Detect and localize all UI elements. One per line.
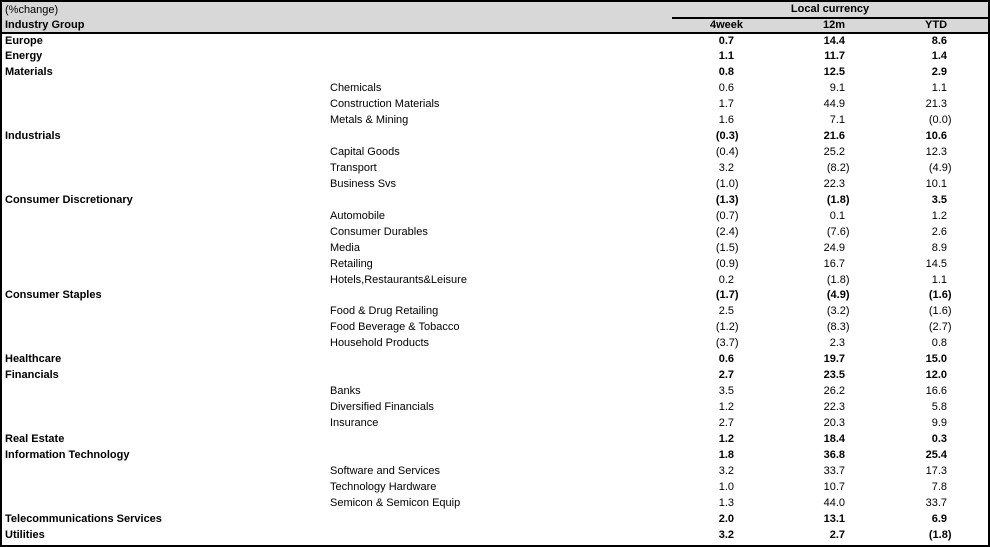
row-spacer [960,304,988,320]
row-spacer [960,320,988,336]
value-w4: 3.2 [718,161,735,174]
row-spacer [960,129,988,145]
header-spacer [960,18,988,33]
sub-industry-label: Media [330,241,360,254]
column-header-12m: 12m [747,18,857,33]
sub-industry-row [2,161,988,177]
value-ytd: (1.6) [928,305,952,318]
value-w4: (2.4) [715,225,739,238]
row-spacer [960,463,988,479]
sub-industry-label: Automobile [330,209,386,222]
sub-industry-row [2,224,988,240]
group-row [2,368,988,384]
indent-spacer [2,304,329,320]
value-m12: 19.7 [823,353,846,366]
sub-industry-row [2,272,988,288]
row-spacer [960,416,988,432]
row-spacer [960,288,988,304]
group-row [2,33,988,49]
row-spacer [960,97,988,113]
value-m12: 23.5 [823,369,846,382]
group-row [2,431,988,447]
industry-group-header: Industry Group [2,18,672,33]
row-spacer [960,145,988,161]
value-ytd: 21.3 [925,98,948,111]
sub-industry-row [2,416,988,432]
sub-industry-row [2,320,988,336]
value-ytd: 2.9 [931,66,948,79]
sub-industry-row [2,145,988,161]
value-m12: 24.9 [823,241,846,254]
indent-spacer [2,416,329,432]
value-w4: 2.7 [718,416,735,429]
value-ytd: 14.5 [925,257,948,270]
value-w4: (1.2) [715,321,739,334]
group-row [2,49,988,65]
value-ytd: 0.8 [931,337,948,350]
sub-industry-row [2,208,988,224]
value-ytd: 1.4 [931,50,948,63]
sub-industry-row [2,81,988,97]
value-m12: (7.6) [826,225,850,238]
sub-industry-label: Technology Hardware [330,480,437,493]
sub-industry-label: Banks [330,385,361,398]
value-w4: (0.3) [715,130,739,143]
sub-industry-label: Capital Goods [330,146,400,159]
row-spacer [960,447,988,463]
value-w4: (0.9) [715,257,739,270]
sub-industry-row [2,400,988,416]
indent-spacer [2,208,329,224]
indent-spacer [2,145,329,161]
value-m12: 36.8 [823,448,846,461]
group-row [2,447,988,463]
indent-spacer [2,336,329,352]
sub-industry-row [2,495,988,511]
value-w4: 0.7 [718,34,735,47]
value-w4: (0.7) [715,209,739,222]
indent-spacer [2,495,329,511]
value-ytd: (2.7) [928,321,952,334]
value-ytd: 3.5 [931,193,948,206]
industry-group-label: Europe [5,34,43,47]
value-ytd: 8.6 [931,34,948,47]
value-ytd: 1.1 [931,273,948,286]
industry-group-label: Information Technology [5,448,130,461]
value-w4: 2.0 [718,512,735,525]
row-spacer [960,431,988,447]
indent-spacer [2,97,329,113]
value-m12: (1.8) [826,273,850,286]
value-w4: (1.5) [715,241,739,254]
value-m12: 9.1 [829,82,846,95]
indent-spacer [2,479,329,495]
value-m12: 14.4 [823,34,846,47]
value-w4: 0.6 [718,82,735,95]
value-ytd: 15.0 [925,353,948,366]
value-w4: 1.0 [718,480,735,493]
row-spacer [960,256,988,272]
value-w4: (1.7) [715,289,739,302]
value-ytd: 2.6 [931,225,948,238]
value-w4: 1.2 [718,432,735,445]
row-spacer [960,352,988,368]
value-m12: 7.1 [829,114,846,127]
value-w4: 1.6 [718,114,735,127]
sub-industry-row [2,240,988,256]
sub-industry-label: Transport [330,161,377,174]
value-ytd: 25.4 [925,448,948,461]
value-w4: (1.3) [715,193,739,206]
value-w4: 2.7 [718,369,735,382]
value-w4: 3.2 [718,528,735,541]
value-ytd: 17.3 [925,464,948,477]
value-w4: (3.7) [715,337,739,350]
indent-spacer [2,81,329,97]
sub-industry-row [2,176,988,192]
value-m12: 44.0 [823,496,846,509]
row-spacer [960,113,988,129]
row-spacer [960,161,988,177]
industry-group-label: Industrials [5,130,61,143]
value-ytd: 10.1 [925,177,948,190]
value-m12: 10.7 [823,480,846,493]
value-ytd: 5.8 [931,401,948,414]
value-w4: 0.8 [718,66,735,79]
row-spacer [960,65,988,81]
sub-industry-label: Software and Services [330,464,441,477]
sub-industry-label: Food Beverage & Tobacco [330,321,460,334]
value-m12: (8.2) [826,161,850,174]
value-m12: 26.2 [823,385,846,398]
sub-industry-row [2,384,988,400]
value-m12: 20.3 [823,416,846,429]
group-row [2,288,988,304]
row-spacer [960,176,988,192]
sub-industry-label: Insurance [330,416,379,429]
value-m12: 22.3 [823,177,846,190]
indent-spacer [2,176,329,192]
value-ytd: 33.7 [925,496,948,509]
indent-spacer [2,272,329,288]
industry-group-label: Financials [5,369,59,382]
row-spacer [960,495,988,511]
industry-group-label: Consumer Staples [5,289,102,302]
value-m12: 11.7 [824,50,846,63]
industry-group-label: Consumer Discretionary [5,193,133,206]
value-m12: 25.2 [823,146,846,159]
value-m12: (3.2) [826,305,850,318]
row-spacer [960,384,988,400]
value-m12: 0.1 [829,209,846,222]
value-ytd: 0.3 [931,432,948,445]
indent-spacer [2,384,329,400]
industry-group-label: Telecommunications Services [5,512,162,525]
value-w4: 1.2 [718,401,735,414]
group-row [2,352,988,368]
sub-industry-row [2,463,988,479]
value-ytd: 8.9 [931,241,948,254]
value-ytd: 12.0 [925,369,948,382]
value-w4: 0.6 [718,353,735,366]
value-ytd: 7.8 [931,480,948,493]
value-ytd: 12.3 [925,146,948,159]
value-m12: 33.7 [823,464,846,477]
value-w4: 1.7 [718,98,735,111]
percent-change-label: (%change) [2,2,672,18]
sub-industry-label: Diversified Financials [330,401,434,414]
value-w4: 1.8 [718,448,735,461]
value-m12: 21.6 [823,130,846,143]
sub-industry-label: Household Products [330,337,430,350]
value-ytd: 9.9 [931,416,948,429]
value-m12: 13.1 [823,512,846,525]
indent-spacer [2,320,329,336]
header-row-currency [2,2,988,18]
row-spacer [960,49,988,65]
row-spacer [960,192,988,208]
table-body [2,33,988,543]
value-w4: 3.5 [718,385,735,398]
industry-performance-table [2,2,988,543]
row-spacer [960,336,988,352]
row-spacer [960,208,988,224]
value-w4: 2.5 [718,305,735,318]
value-ytd: 10.6 [925,130,948,143]
column-header-ytd: YTD [857,18,960,33]
value-w4: (1.0) [715,177,739,190]
indent-spacer [2,256,329,272]
industry-group-label: Utilities [5,528,45,541]
group-row [2,511,988,527]
sub-industry-label: Chemicals [330,82,382,95]
value-w4: (0.4) [715,146,739,159]
value-w4: 0.2 [718,273,735,286]
indent-spacer [2,463,329,479]
sub-industry-label: Consumer Durables [330,225,428,238]
sub-industry-row [2,97,988,113]
header-row-columns [2,18,988,33]
sub-industry-label: Retailing [330,257,373,270]
value-m12: 16.7 [823,257,846,270]
value-w4: 3.2 [718,464,735,477]
row-spacer [960,527,988,543]
indent-spacer [2,224,329,240]
row-spacer [960,511,988,527]
industry-group-label: Real Estate [5,432,65,445]
value-m12: 44.9 [823,98,846,111]
value-w4: 1.1 [718,50,735,63]
industry-group-label: Energy [5,50,43,63]
sub-industry-label: Hotels,Restaurants&Leisure [330,273,467,286]
industry-group-label: Materials [5,66,53,79]
value-m12: (1.8) [826,193,850,206]
row-spacer [960,400,988,416]
sub-industry-row [2,479,988,495]
value-m12: 22.3 [823,401,846,414]
indent-spacer [2,113,329,129]
sub-industry-row [2,304,988,320]
row-spacer [960,479,988,495]
row-spacer [960,33,988,49]
row-spacer [960,272,988,288]
indent-spacer [2,161,329,177]
table-header [2,2,988,33]
group-row [2,192,988,208]
indent-spacer [2,240,329,256]
sub-industry-label: Semicon & Semicon Equip [330,496,461,509]
sub-industry-label: Metals & Mining [330,114,409,127]
value-m12: 2.7 [829,528,846,541]
value-m12: 2.3 [829,337,846,350]
sub-industry-row [2,256,988,272]
value-w4: 1.3 [718,496,735,509]
group-row [2,129,988,145]
value-ytd: (1.6) [928,289,952,302]
value-ytd: 1.2 [931,209,948,222]
value-ytd: 6.9 [931,512,948,525]
group-row [2,527,988,543]
sub-industry-label: Business Svs [330,177,397,190]
value-ytd: 1.1 [931,82,948,95]
row-spacer [960,81,988,97]
value-ytd: (4.9) [928,161,952,174]
row-spacer [960,240,988,256]
column-header-4week: 4week [672,18,747,33]
value-ytd: (0.0) [928,114,952,127]
sub-industry-row [2,113,988,129]
value-m12: (4.9) [826,289,850,302]
value-ytd: 16.6 [925,385,948,398]
group-row [2,65,988,81]
sub-industry-label: Food & Drug Retailing [330,305,439,318]
local-currency-label: Local currency [672,2,988,18]
value-ytd: (1.8) [928,528,952,541]
value-m12: 18.4 [823,432,846,445]
sub-industry-label: Construction Materials [330,98,440,111]
value-m12: (8.3) [826,321,850,334]
row-spacer [960,224,988,240]
indent-spacer [2,400,329,416]
industry-group-label: Healthcare [5,353,62,366]
sub-industry-row [2,336,988,352]
value-m12: 12.5 [823,66,846,79]
row-spacer [960,368,988,384]
